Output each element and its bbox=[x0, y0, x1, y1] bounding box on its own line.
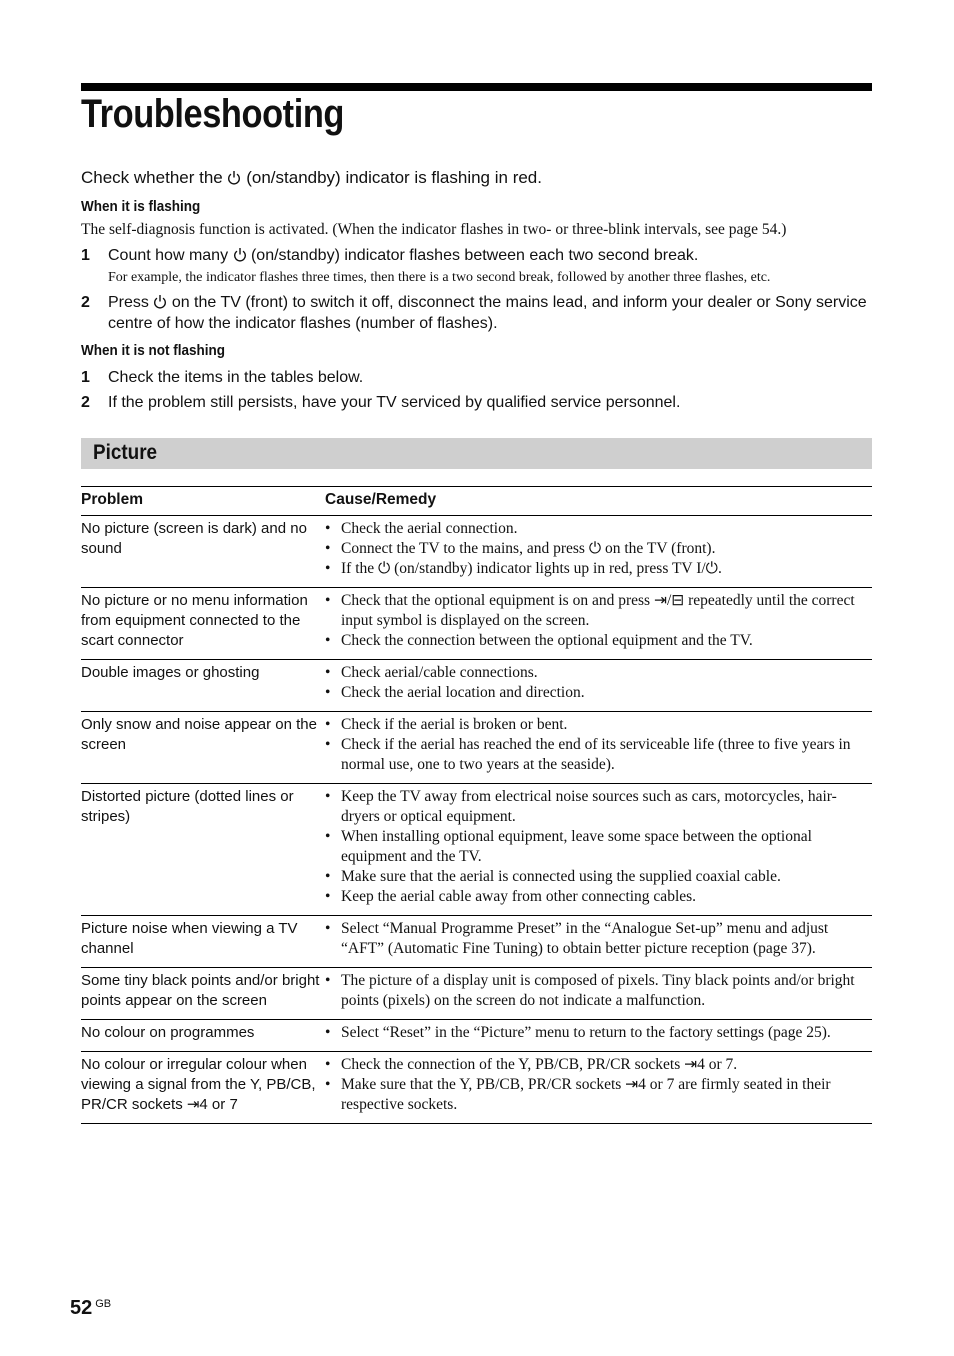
remedy-item: • Check aerial/cable connections. bbox=[325, 663, 872, 683]
flashing-step-1 bbox=[81, 245, 872, 266]
remedy-item: • If the ⏻ (on/standby) indicator lights up in red, press TV I/⏻. bbox=[325, 559, 872, 579]
remedy-item: • When installing optional equipment, leave some space between the optional equipment and the TV. bbox=[325, 827, 872, 867]
page-number-value: 52 bbox=[70, 1297, 93, 1319]
table-header-row bbox=[81, 487, 872, 516]
remedy-item: • Check the connection of the Y, PB/CB, PR/CR sockets ⇥4 or 7. bbox=[325, 1055, 872, 1075]
table-row bbox=[81, 712, 872, 784]
table-row bbox=[81, 916, 872, 968]
table-row bbox=[81, 588, 872, 660]
page-title: Troubleshooting bbox=[81, 92, 344, 136]
column-header-problem: Problem bbox=[81, 487, 325, 516]
remedy-item: • Make sure that the Y, PB/CB, PR/CR sockets ⇥4 or 7 are firmly seated in their respective sockets. bbox=[325, 1075, 872, 1115]
remedy-item: • Keep the aerial cable away from other connecting cables. bbox=[325, 887, 872, 907]
remedy-item: • Check the aerial connection. bbox=[325, 519, 872, 539]
remedy-cell bbox=[325, 516, 872, 588]
page-number bbox=[70, 1297, 111, 1320]
table-row bbox=[81, 1052, 872, 1124]
remedy-item: • Select “Manual Programme Preset” in the “Analogue Set-up” menu and adjust “AFT” (Automatic Fine Tuning) to obtain better picture reception (page 37). bbox=[325, 919, 872, 959]
step-number: 2 bbox=[81, 394, 90, 411]
not-flashing-heading: When it is not flashing bbox=[81, 342, 225, 359]
remedy-item: • Make sure that the aerial is connected using the supplied coaxial cable. bbox=[325, 867, 872, 887]
remedy-cell bbox=[325, 784, 872, 916]
step-text-before: Press bbox=[108, 294, 149, 311]
troubleshooting-table bbox=[81, 486, 872, 1124]
problem-cell: Picture noise when viewing a TV channel bbox=[81, 916, 325, 968]
remedy-item: • Check the connection between the optional equipment and the TV. bbox=[325, 631, 872, 651]
lead-line bbox=[81, 168, 542, 188]
remedy-list bbox=[325, 971, 872, 1011]
section-header-picture bbox=[81, 438, 872, 469]
remedy-item: • Check the aerial location and direction. bbox=[325, 683, 872, 703]
lead-before: Check whether the bbox=[81, 168, 223, 187]
problem-cell: Only snow and noise appear on the screen bbox=[81, 712, 325, 784]
remedy-item: • Check if the aerial is broken or bent. bbox=[325, 715, 872, 735]
step-number: 2 bbox=[81, 294, 90, 311]
remedy-list bbox=[325, 919, 872, 959]
problem-cell: No colour or irregular colour when viewing a signal from the Y, PB/CB, PR/CR sockets ⇥4 or 7 bbox=[81, 1052, 325, 1124]
remedy-list bbox=[325, 715, 872, 775]
language-code: GB bbox=[95, 1298, 112, 1310]
remedy-cell bbox=[325, 916, 872, 968]
problem-cell: Double images or ghosting bbox=[81, 660, 325, 712]
not-flashing-step-2 bbox=[81, 392, 872, 413]
remedy-cell bbox=[325, 1052, 872, 1124]
not-flashing-step-1 bbox=[81, 367, 872, 388]
table-row bbox=[81, 784, 872, 916]
remedy-item: • Check that the optional equipment is on and press ⇥/⊟ repeatedly until the correct input symbol is displayed on the screen. bbox=[325, 591, 872, 631]
flashing-step-2 bbox=[81, 292, 872, 334]
step-number: 1 bbox=[81, 247, 90, 264]
remedy-item: • The picture of a display unit is composed of pixels. Tiny black points and/or bright points (pixels) on the screen do not indicate a malfunction. bbox=[325, 971, 872, 1011]
table-row bbox=[81, 1020, 872, 1052]
remedy-cell bbox=[325, 712, 872, 784]
power-icon bbox=[233, 247, 247, 262]
table-row bbox=[81, 968, 872, 1020]
step-text-after: (on/standby) indicator flashes between each two second break. bbox=[250, 247, 699, 264]
remedy-list bbox=[325, 1023, 872, 1043]
remedy-cell bbox=[325, 588, 872, 660]
column-header-remedy: Cause/Remedy bbox=[325, 487, 872, 516]
problem-cell: No picture or no menu information from equipment connected to the scart connector bbox=[81, 588, 325, 660]
remedy-cell bbox=[325, 660, 872, 712]
problem-cell: No picture (screen is dark) and no sound bbox=[81, 516, 325, 588]
remedy-cell bbox=[325, 968, 872, 1020]
step-text: If the problem still persists, have your TV serviced by qualified service personnel. bbox=[108, 394, 681, 411]
remedy-item: • Check if the aerial has reached the end of its serviceable life (three to five years in normal use, one to two years at the seaside). bbox=[325, 735, 872, 775]
top-rule bbox=[81, 83, 872, 91]
remedy-list bbox=[325, 663, 872, 703]
section-title: Picture bbox=[93, 441, 158, 464]
remedy-list bbox=[325, 787, 872, 907]
remedy-item: • Select “Reset” in the “Picture” menu to return to the factory settings (page 25). bbox=[325, 1023, 872, 1043]
remedy-item: • Connect the TV to the mains, and press ⏻ on the TV (front). bbox=[325, 539, 872, 559]
flashing-heading: When it is flashing bbox=[81, 198, 201, 215]
remedy-list bbox=[325, 1055, 872, 1115]
flashing-step-1-note: For example, the indicator flashes three times, then there is a two second break, followed by another three flashes, etc. bbox=[108, 270, 771, 285]
problem-cell: Distorted picture (dotted lines or stripes) bbox=[81, 784, 325, 916]
power-icon bbox=[227, 170, 241, 185]
problem-cell: Some tiny black points and/or bright points appear on the screen bbox=[81, 968, 325, 1020]
step-text-before: Count how many bbox=[108, 247, 229, 264]
lead-after: (on/standby) indicator is flashing in red. bbox=[246, 168, 542, 187]
power-icon bbox=[153, 294, 167, 309]
step-number: 1 bbox=[81, 369, 90, 386]
remedy-list bbox=[325, 519, 872, 579]
flashing-intro: The self-diagnosis function is activated. (When the indicator flashes in two- or three-blink intervals, see page 54.) bbox=[81, 221, 787, 238]
remedy-cell bbox=[325, 1020, 872, 1052]
table-row bbox=[81, 516, 872, 588]
table-row bbox=[81, 660, 872, 712]
remedy-item: • Keep the TV away from electrical noise sources such as cars, motorcycles, hair-dryers or optical equipment. bbox=[325, 787, 872, 827]
step-text: Check the items in the tables below. bbox=[108, 369, 364, 386]
remedy-list bbox=[325, 591, 872, 651]
problem-cell: No colour on programmes bbox=[81, 1020, 325, 1052]
step-text-after: on the TV (front) to switch it off, disconnect the mains lead, and inform your dealer or Sony service centre of how the indicator flashes (number of flashes). bbox=[108, 294, 867, 332]
